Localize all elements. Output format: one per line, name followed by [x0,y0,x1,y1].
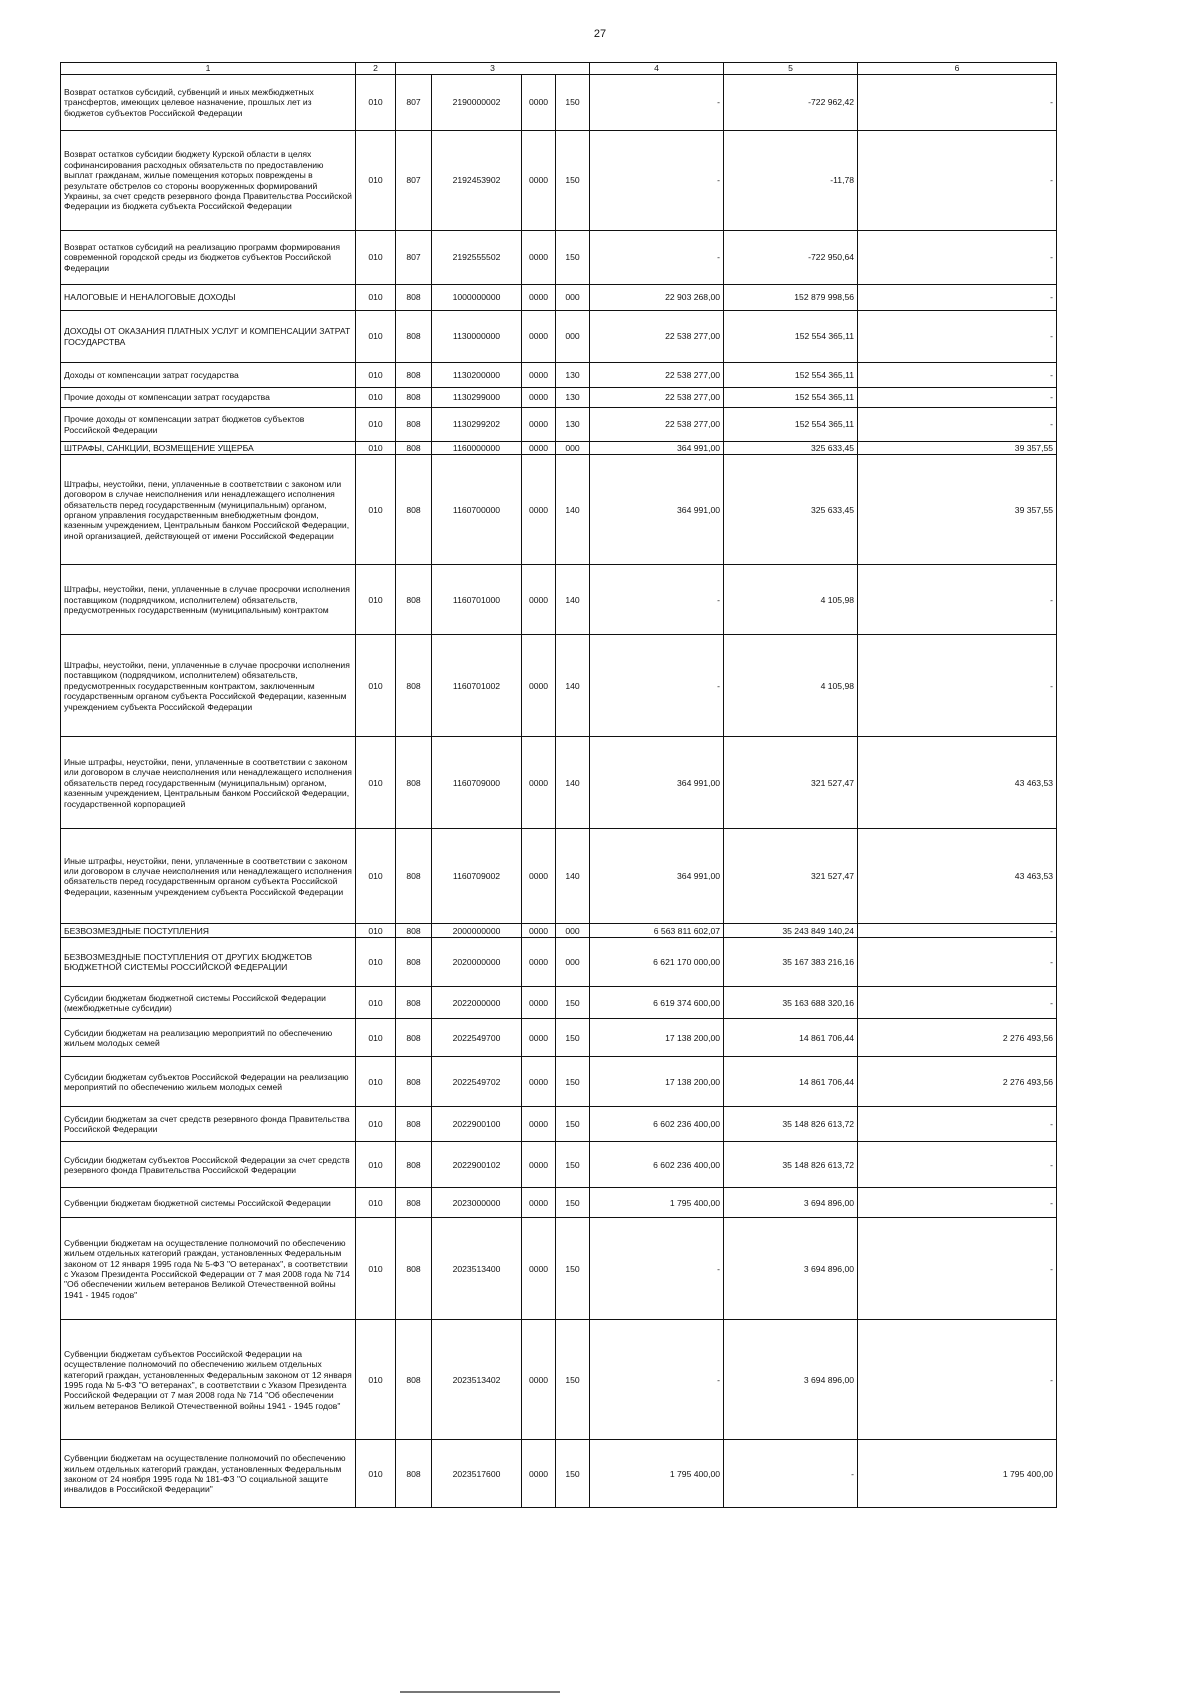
chapter-code: 808 [396,829,432,924]
revenue-code: 2192555502 [432,231,522,285]
value-col-6: - [858,1107,1057,1142]
revenue-code: 2000000000 [432,924,522,938]
value-col-5: 152 554 365,11 [724,311,858,363]
classification-code: 000 [556,442,590,455]
admin-code: 010 [356,442,396,455]
value-col-4: - [590,1218,724,1320]
classification-code: 150 [556,1057,590,1107]
revenue-code: 2022900100 [432,1107,522,1142]
row-description: Прочие доходы от компенсации затрат государства [61,388,356,408]
admin-code: 010 [356,455,396,565]
revenue-code: 2023513400 [432,1218,522,1320]
value-col-5: - [724,1440,858,1508]
value-col-4: 17 138 200,00 [590,1019,724,1057]
row-description: БЕЗВОЗМЕЗДНЫЕ ПОСТУПЛЕНИЯ [61,924,356,938]
chapter-code: 808 [396,1320,432,1440]
value-col-4: 22 538 277,00 [590,311,724,363]
revenue-code: 2023000000 [432,1188,522,1218]
classification-code: 150 [556,1107,590,1142]
table-row [61,1107,1057,1142]
admin-code: 010 [356,635,396,737]
admin-code: 010 [356,1057,396,1107]
subcode: 0000 [522,285,556,311]
chapter-code: 808 [396,1218,432,1320]
value-col-5: 35 148 826 613,72 [724,1142,858,1188]
chapter-code: 808 [396,987,432,1019]
table-row [61,1320,1057,1440]
subcode: 0000 [522,635,556,737]
subcode: 0000 [522,408,556,442]
value-col-4: 364 991,00 [590,455,724,565]
subcode: 0000 [522,1142,556,1188]
row-description: Иные штрафы, неустойки, пени, уплаченные в соответствии с законом или договором в случае неисполнения или ненадлежащего исполнения обязательств перед государственным органом субъекта Российской Федерации, казенным учреждением субъекта Российской Федерации [61,829,356,924]
admin-code: 010 [356,987,396,1019]
classification-code: 150 [556,1440,590,1508]
chapter-code: 808 [396,363,432,388]
value-col-6: - [858,285,1057,311]
value-col-5: 3 694 896,00 [724,1218,858,1320]
value-col-6: - [858,938,1057,987]
page-number: 27 [593,28,607,40]
classification-code: 000 [556,938,590,987]
table-row [61,442,1057,455]
row-description: НАЛОГОВЫЕ И НЕНАЛОГОВЫЕ ДОХОДЫ [61,285,356,311]
subcode: 0000 [522,363,556,388]
revenue-code: 1130299202 [432,408,522,442]
table-row [61,987,1057,1019]
chapter-code: 808 [396,408,432,442]
chapter-code: 808 [396,1107,432,1142]
value-col-4: 6 619 374 600,00 [590,987,724,1019]
classification-code: 150 [556,987,590,1019]
admin-code: 010 [356,1107,396,1142]
row-description: Возврат остатков субсидий на реализацию программ формирования современной городской среды из бюджетов субъектов Российской Федерации [61,231,356,285]
admin-code: 010 [356,388,396,408]
subcode: 0000 [522,987,556,1019]
row-description: Прочие доходы от компенсации затрат бюджетов субъектов Российской Федерации [61,408,356,442]
chapter-code: 808 [396,635,432,737]
row-description: Иные штрафы, неустойки, пени, уплаченные в соответствии с законом или договором в случае неисполнения или ненадлежащего исполнения обязательств перед государственным (муниципальным) органом, казенным учреждением, Центральным банком Российской Федерации, государственной корпорацией [61,737,356,829]
revenue-code: 1160701000 [432,565,522,635]
table-row [61,231,1057,285]
classification-code: 140 [556,829,590,924]
value-col-6: - [858,408,1057,442]
chapter-code: 808 [396,455,432,565]
chapter-code: 808 [396,1142,432,1188]
chapter-code: 808 [396,1440,432,1508]
subcode: 0000 [522,131,556,231]
value-col-4: 22 538 277,00 [590,363,724,388]
row-description: Субвенции бюджетам на осуществление полномочий по обеспечению жильем отдельных категорий граждан, установленных Федеральным законом от 24 ноября 1995 года № 181-ФЗ "О социальной защите инвалидов в Российской Федерации" [61,1440,356,1508]
subcode: 0000 [522,455,556,565]
classification-code: 150 [556,75,590,131]
budget-revenue-table [60,62,1057,1508]
value-col-5: 35 148 826 613,72 [724,1107,858,1142]
classification-code: 150 [556,1142,590,1188]
value-col-5: 152 554 365,11 [724,363,858,388]
value-col-6: 2 276 493,56 [858,1019,1057,1057]
admin-code: 010 [356,311,396,363]
column-header-6: 6 [858,63,1057,75]
chapter-code: 808 [396,938,432,987]
classification-code: 130 [556,363,590,388]
classification-code: 130 [556,388,590,408]
value-col-4: 6 602 236 400,00 [590,1142,724,1188]
value-col-6: - [858,1218,1057,1320]
revenue-code: 2192453902 [432,131,522,231]
value-col-6: 43 463,53 [858,829,1057,924]
admin-code: 010 [356,131,396,231]
chapter-code: 808 [396,1019,432,1057]
value-col-6: - [858,388,1057,408]
revenue-code: 2023517600 [432,1440,522,1508]
revenue-code: 1130299000 [432,388,522,408]
value-col-6: - [858,635,1057,737]
value-col-6: - [858,1142,1057,1188]
row-description: Субсидии бюджетам на реализацию мероприятий по обеспечению жильем молодых семей [61,1019,356,1057]
chapter-code: 807 [396,75,432,131]
revenue-code: 1130000000 [432,311,522,363]
table-row [61,388,1057,408]
chapter-code: 808 [396,1188,432,1218]
admin-code: 010 [356,938,396,987]
value-col-5: 4 105,98 [724,635,858,737]
table-row [61,408,1057,442]
table-row [61,131,1057,231]
chapter-code: 807 [396,131,432,231]
value-col-5: 3 694 896,00 [724,1320,858,1440]
value-col-4: 364 991,00 [590,829,724,924]
subcode: 0000 [522,924,556,938]
column-header-2: 2 [356,63,396,75]
value-col-4: 6 563 811 602,07 [590,924,724,938]
table-row [61,1218,1057,1320]
classification-code: 000 [556,285,590,311]
value-col-5: -722 962,42 [724,75,858,131]
row-description: Субсидии бюджетам субъектов Российской Федерации за счет средств резервного фонда Правительства Российской Федерации [61,1142,356,1188]
revenue-code: 1160000000 [432,442,522,455]
row-description: Штрафы, неустойки, пени, уплаченные в случае просрочки исполнения поставщиком (подрядчиком, исполнителем) обязательств, предусмотренных государственным (муниципальным) контрактом [61,565,356,635]
revenue-code: 1160700000 [432,455,522,565]
table-row [61,1142,1057,1188]
table-row [61,924,1057,938]
admin-code: 010 [356,75,396,131]
row-description: ШТРАФЫ, САНКЦИИ, ВОЗМЕЩЕНИЕ УЩЕРБА [61,442,356,455]
row-description: Штрафы, неустойки, пени, уплаченные в соответствии с законом или договором в случае неисполнения или ненадлежащего исполнения обязательств перед государственным (муниципальным) органом, органом управления государственным внебюджетным фондом, казенным учреждением, Центральным банком Российской Федерации, иной организацией, действующей от имени Российской Федерации [61,455,356,565]
subcode: 0000 [522,1019,556,1057]
classification-code: 140 [556,635,590,737]
row-description: Субвенции бюджетам бюджетной системы Российской Федерации [61,1188,356,1218]
classification-code: 140 [556,455,590,565]
row-description: Возврат остатков субсидии бюджету Курской области в целях софинансирования расходных обязательств по предоставлению выплат гражданам, жилые помещения которых повреждены в результате обстрелов со стороны вооруженных формирований Украины, за счет средств резервного фонда Правительства Российской Федерации из бюджета субъекта Российской Федерации [61,131,356,231]
classification-code: 150 [556,131,590,231]
row-description: Доходы от компенсации затрат государства [61,363,356,388]
value-col-6: 2 276 493,56 [858,1057,1057,1107]
value-col-5: 325 633,45 [724,455,858,565]
value-col-5: 152 879 998,56 [724,285,858,311]
subcode: 0000 [522,829,556,924]
classification-code: 150 [556,1019,590,1057]
value-col-4: - [590,565,724,635]
row-description: Субсидии бюджетам бюджетной системы Российской Федерации (межбюджетные субсидии) [61,987,356,1019]
value-col-6: - [858,565,1057,635]
value-col-4: - [590,1320,724,1440]
table-row [61,311,1057,363]
classification-code: 140 [556,565,590,635]
admin-code: 010 [356,737,396,829]
value-col-5: 325 633,45 [724,442,858,455]
value-col-5: 4 105,98 [724,565,858,635]
revenue-code: 2022000000 [432,987,522,1019]
subcode: 0000 [522,388,556,408]
value-col-5: -11,78 [724,131,858,231]
value-col-4: 17 138 200,00 [590,1057,724,1107]
value-col-5: 152 554 365,11 [724,408,858,442]
value-col-5: 35 163 688 320,16 [724,987,858,1019]
value-col-6: - [858,1320,1057,1440]
value-col-4: - [590,131,724,231]
value-col-5: 321 527,47 [724,829,858,924]
admin-code: 010 [356,363,396,388]
value-col-5: -722 950,64 [724,231,858,285]
row-description: Субсидии бюджетам субъектов Российской Федерации на реализацию мероприятий по обеспечению жильем молодых семей [61,1057,356,1107]
value-col-4: 1 795 400,00 [590,1440,724,1508]
value-col-4: 22 538 277,00 [590,388,724,408]
value-col-4: - [590,231,724,285]
revenue-code: 2022549700 [432,1019,522,1057]
table-row [61,1188,1057,1218]
table-row [61,829,1057,924]
row-description: Штрафы, неустойки, пени, уплаченные в случае просрочки исполнения поставщиком (подрядчиком, исполнителем) обязательств, предусмотренных государственным контрактом, заключенным государственным органом субъекта Российской Федерации, казенным учреждением субъекта Российской Федерации [61,635,356,737]
table-row [61,285,1057,311]
admin-code: 010 [356,285,396,311]
value-col-4: 1 795 400,00 [590,1188,724,1218]
column-header-1: 1 [61,63,356,75]
row-description: Субсидии бюджетам за счет средств резервного фонда Правительства Российской Федерации [61,1107,356,1142]
admin-code: 010 [356,1142,396,1188]
column-header-3: 3 [396,63,590,75]
admin-code: 010 [356,1440,396,1508]
subcode: 0000 [522,1320,556,1440]
chapter-code: 808 [396,1057,432,1107]
row-description: Субвенции бюджетам субъектов Российской Федерации на осуществление полномочий по обеспечению жильем отдельных категорий граждан, установленных Федеральным законом от 12 января 1995 года № 5-ФЗ "О ветеранах", в соответствии с Указом Президента Российской Федерации от 7 мая 2008 года № 714 "Об обеспечении жильем ветеранов Великой Отечественной войны 1941 - 1945 годов" [61,1320,356,1440]
admin-code: 010 [356,565,396,635]
chapter-code: 808 [396,737,432,829]
row-description: БЕЗВОЗМЕЗДНЫЕ ПОСТУПЛЕНИЯ ОТ ДРУГИХ БЮДЖЕТОВ БЮДЖЕТНОЙ СИСТЕМЫ РОССИЙСКОЙ ФЕДЕРАЦИИ [61,938,356,987]
table-row [61,455,1057,565]
table-row [61,75,1057,131]
value-col-6: 43 463,53 [858,737,1057,829]
admin-code: 010 [356,1320,396,1440]
value-col-6: - [858,131,1057,231]
admin-code: 010 [356,408,396,442]
value-col-4: 22 903 268,00 [590,285,724,311]
chapter-code: 808 [396,924,432,938]
subcode: 0000 [522,231,556,285]
value-col-6: 39 357,55 [858,442,1057,455]
revenue-code: 1160709002 [432,829,522,924]
subcode: 0000 [522,1107,556,1142]
value-col-6: - [858,363,1057,388]
revenue-code: 2022549702 [432,1057,522,1107]
admin-code: 010 [356,924,396,938]
value-col-6: 39 357,55 [858,455,1057,565]
revenue-code: 2023513402 [432,1320,522,1440]
subcode: 0000 [522,442,556,455]
value-col-4: - [590,75,724,131]
chapter-code: 808 [396,442,432,455]
admin-code: 010 [356,1218,396,1320]
value-col-4: 364 991,00 [590,737,724,829]
scan-edge-mark [400,1691,560,1693]
classification-code: 000 [556,311,590,363]
subcode: 0000 [522,938,556,987]
chapter-code: 808 [396,311,432,363]
column-header-5: 5 [724,63,858,75]
subcode: 0000 [522,1218,556,1320]
classification-code: 150 [556,1188,590,1218]
admin-code: 010 [356,1188,396,1218]
value-col-6: - [858,924,1057,938]
chapter-code: 808 [396,388,432,408]
classification-code: 130 [556,408,590,442]
revenue-code: 2020000000 [432,938,522,987]
admin-code: 010 [356,231,396,285]
chapter-code: 807 [396,231,432,285]
value-col-5: 14 861 706,44 [724,1019,858,1057]
subcode: 0000 [522,75,556,131]
value-col-4: 6 602 236 400,00 [590,1107,724,1142]
chapter-code: 808 [396,285,432,311]
subcode: 0000 [522,1440,556,1508]
value-col-6: 1 795 400,00 [858,1440,1057,1508]
revenue-code: 2190000002 [432,75,522,131]
value-col-5: 321 527,47 [724,737,858,829]
value-col-5: 14 861 706,44 [724,1057,858,1107]
classification-code: 150 [556,1218,590,1320]
subcode: 0000 [522,1188,556,1218]
column-number-row [61,63,1057,75]
value-col-6: - [858,311,1057,363]
chapter-code: 808 [396,565,432,635]
value-col-6: - [858,75,1057,131]
classification-code: 140 [556,737,590,829]
revenue-code: 2022900102 [432,1142,522,1188]
value-col-6: - [858,1188,1057,1218]
table-row [61,737,1057,829]
table-row [61,1057,1057,1107]
value-col-6: - [858,231,1057,285]
subcode: 0000 [522,737,556,829]
table-row [61,363,1057,388]
revenue-code: 1160709000 [432,737,522,829]
value-col-4: 364 991,00 [590,442,724,455]
value-col-4: 6 621 170 000,00 [590,938,724,987]
subcode: 0000 [522,1057,556,1107]
value-col-4: - [590,635,724,737]
admin-code: 010 [356,1019,396,1057]
table-row [61,938,1057,987]
value-col-5: 35 243 849 140,24 [724,924,858,938]
value-col-6: - [858,987,1057,1019]
revenue-code: 1130200000 [432,363,522,388]
admin-code: 010 [356,829,396,924]
subcode: 0000 [522,565,556,635]
revenue-code: 1160701002 [432,635,522,737]
classification-code: 150 [556,231,590,285]
table-row [61,635,1057,737]
column-header-4: 4 [590,63,724,75]
classification-code: 000 [556,924,590,938]
value-col-5: 35 167 383 216,16 [724,938,858,987]
classification-code: 150 [556,1320,590,1440]
subcode: 0000 [522,311,556,363]
row-description: Возврат остатков субсидий, субвенций и иных межбюджетных трансфертов, имеющих целевое назначение, прошлых лет из бюджетов субъектов Российской Федерации [61,75,356,131]
value-col-5: 152 554 365,11 [724,388,858,408]
value-col-5: 3 694 896,00 [724,1188,858,1218]
table-row [61,565,1057,635]
row-description: Субвенции бюджетам на осуществление полномочий по обеспечению жильем отдельных категорий граждан, установленных Федеральным законом от 12 января 1995 года № 5-ФЗ "О ветеранах", в соответствии с Указом Президента Российской Федерации от 7 мая 2008 года № 714 "Об обеспечении жильем ветеранов Великой Отечественной войны 1941 - 1945 годов" [61,1218,356,1320]
row-description: ДОХОДЫ ОТ ОКАЗАНИЯ ПЛАТНЫХ УСЛУГ И КОМПЕНСАЦИИ ЗАТРАТ ГОСУДАРСТВА [61,311,356,363]
value-col-4: 22 538 277,00 [590,408,724,442]
table-row [61,1440,1057,1508]
table-row [61,1019,1057,1057]
revenue-code: 1000000000 [432,285,522,311]
table-body [61,75,1057,1508]
